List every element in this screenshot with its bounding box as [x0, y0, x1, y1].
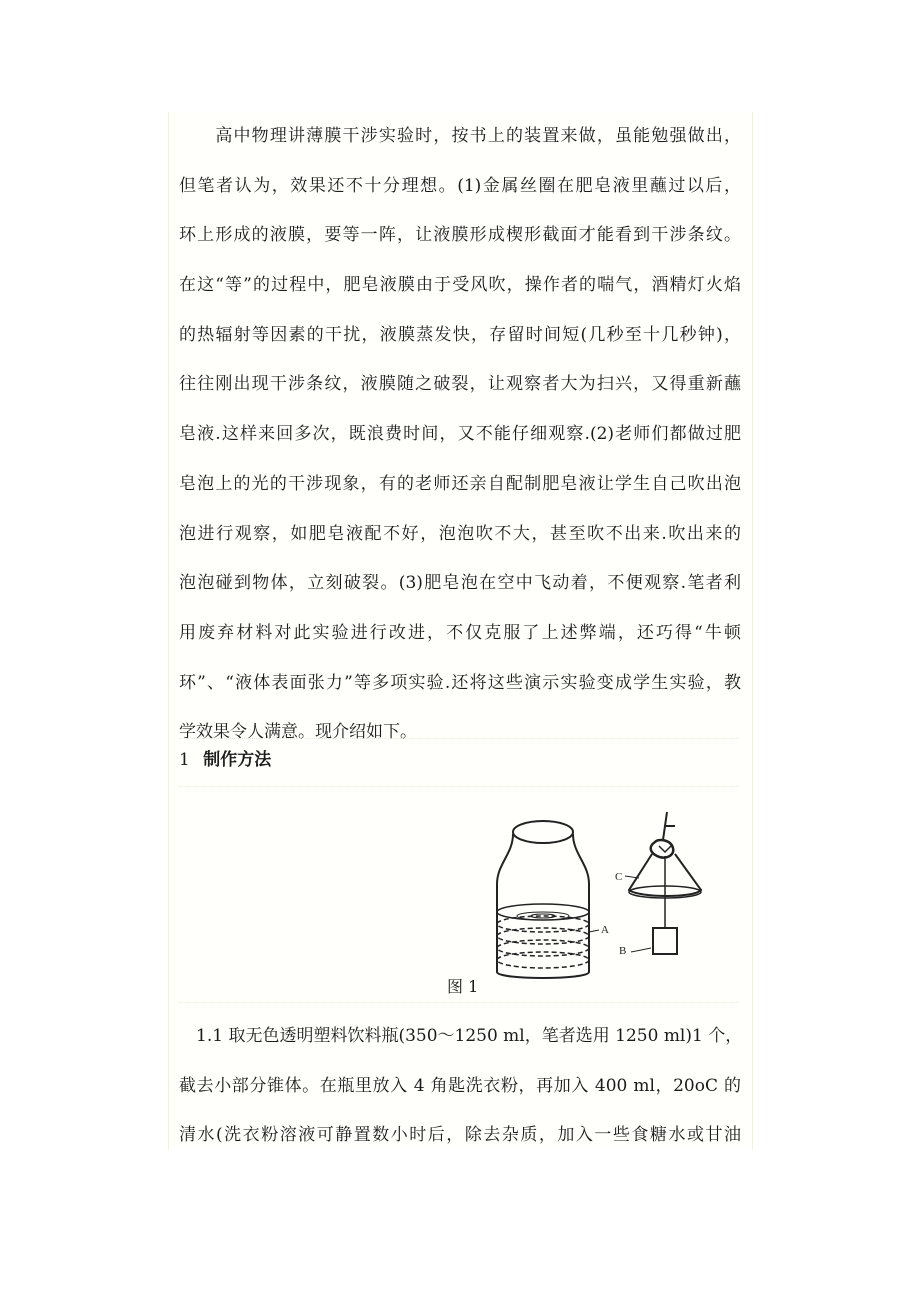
text-line: 清水(洗衣粉溶液可静置数小时后，除去杂质，加入一些食糖水或甘油	[179, 1125, 741, 1146]
text-line: 但笔者认为，效果还不十分理想。(1)金属丝圈在肥皂液里蘸过以后，	[179, 175, 741, 196]
section-title: 制作方法	[203, 750, 272, 770]
text-line: 环”、“液体表面张力”等多项实验.还将这些演示实验变成学生实验，教	[179, 672, 741, 693]
label-c: C	[615, 871, 623, 883]
label-a: A	[601, 924, 609, 936]
text-line: 皂液.这样来回多次，既浪费时间，又不能仔细观察.(2)老师们都做过肥	[179, 424, 741, 445]
text-line: 1.1 取无色透明塑料饮料瓶(350～1250 ml，笔者选用 1250 ml)1 个，	[179, 1026, 743, 1046]
apparatus-figure	[489, 812, 709, 987]
text-line: 往往刚出现干涉条纹，液膜随之破裂，让观察者大为扫兴，又得重新蘸	[179, 374, 741, 395]
text-line: 环上形成的液膜，要等一阵，让液膜形成楔形截面才能看到干涉条纹。	[179, 225, 741, 246]
text-line: 学效果令人满意。现介绍如下。	[179, 722, 417, 743]
cone-drawing	[625, 812, 701, 954]
text-line: 用废弃材料对此实验进行改进，不仅克服了上述弊端，还巧得“牛顿	[179, 622, 741, 643]
text-line: 高中物理讲薄膜干涉实验时，按书上的装置来做，虽能勉强做出，	[179, 126, 741, 146]
section-number: 1	[179, 750, 190, 770]
figure-caption: 图 1	[447, 977, 479, 996]
divider	[179, 738, 739, 739]
divider	[179, 1002, 739, 1003]
section-heading	[179, 748, 271, 772]
bottle-drawing	[497, 821, 599, 978]
intro-paragraph	[179, 112, 741, 758]
label-b: B	[619, 945, 627, 957]
text-line: 在这“等”的过程中，肥皂液膜由于受风吹，操作者的喘气，酒精灯火焰	[179, 275, 741, 296]
text-line: 的热辐射等因素的干扰，液膜蒸发快，存留时间短(几秒至十几秒钟)，	[179, 324, 741, 345]
text-line: 泡泡碰到物体，立刻破裂。(3)肥皂泡在空中飞动着，不便观察.笔者利	[179, 573, 741, 594]
document-frame	[168, 112, 753, 1150]
method-paragraph	[179, 1012, 741, 1161]
text-line: 截去小部分锥体。在瓶里放入 4 角匙洗衣粉，再加入 400 ml，20oC 的	[179, 1075, 741, 1096]
text-line: 皂泡上的光的干涉现象，有的老师还亲自配制肥皂液让学生自己吹出泡	[179, 473, 741, 494]
text-line: 泡进行观察，如肥皂液配不好，泡泡吹不大，甚至吹不出来.吹出来的	[179, 523, 741, 544]
divider	[179, 786, 739, 787]
